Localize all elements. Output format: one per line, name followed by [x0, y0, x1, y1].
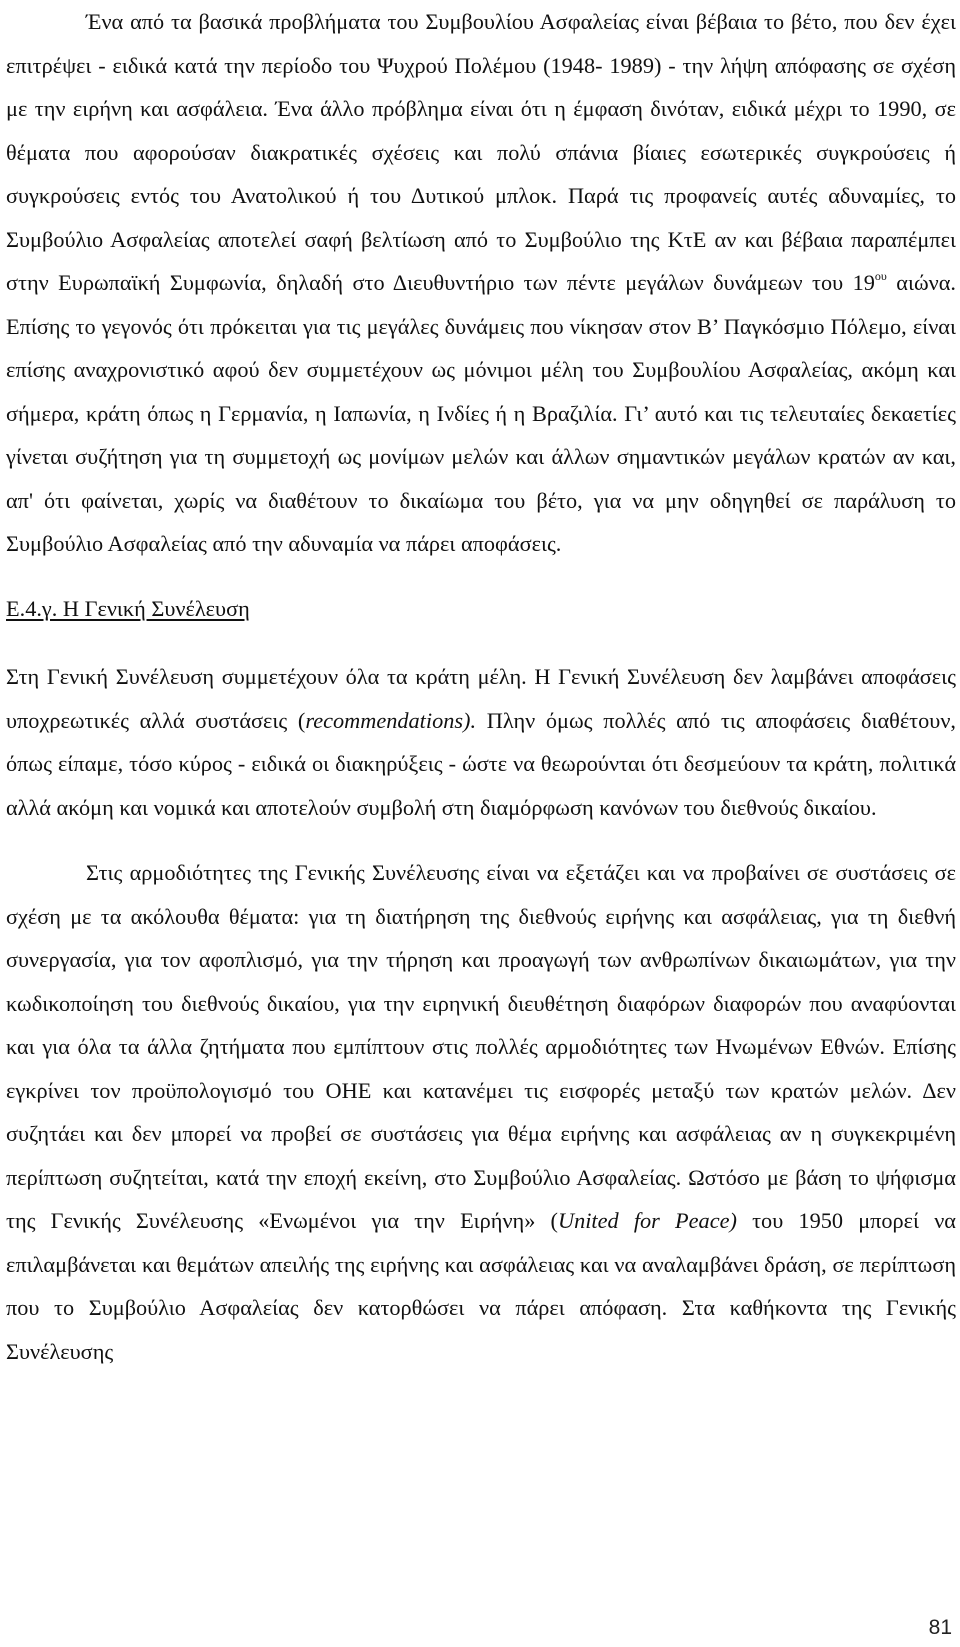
paragraph-security-council: [6, 0, 956, 566]
paragraph-text-continued: Πλην όμως πολλές από τις αποφάσεις διαθέτουν, όπως είπαμε, τόσο κύρος - ειδικά οι διακηρύξεις - ώστε να θεωρούνται ότι δεσμεύουν τα κράτη, πολιτικά αλλά ακόμη και νομικά και αποτελούν συμβολή στη διαμόρφωση κανόνων του διεθνούς δικαίου.: [6, 707, 956, 820]
section-heading-text: Ε.4.γ. Η Γενική Συνέλευση: [6, 595, 250, 621]
spacer: [6, 630, 956, 655]
paragraph-text: Στη Γενική Συνέλευση συμμετέχουν όλα τα κράτη μέλη. Η Γενική Συνέλευση δεν λαμβάνει αποφάσεις υποχρεωτικές αλλά συστάσεις (: [6, 664, 956, 733]
italic-term: recommendations).: [305, 707, 477, 733]
paragraph-text-continued: του 1950 μπορεί να επιλαμβάνεται και θεμάτων απειλής της ειρήνης και ασφάλειας και να αναλαμβάνει δράση, σε περίπτωση που το Συμβούλιο Ασφαλείας δεν κατορθώσει να πάρει απόφαση. Στα καθήκοντα της Γενικής Συνέλευσης: [6, 1208, 956, 1364]
page-number: 81: [928, 1616, 952, 1639]
paragraph-competences: [6, 851, 956, 1373]
paragraph-text: Στις αρμοδιότητες της Γενικής Συνέλευσης είναι να εξετάζει και να προβαίνει σε συστάσεις σε σχέση με τα ακόλουθα θέματα: για τη διατήρηση της διεθνούς ειρήνης και ασφάλειας, για τη διεθνή συνεργασία, για τον αφοπλισμό, για την τήρηση και προαγωγή των ανθρωπίνων δικαιωμάτων, για την κωδικοποίηση του διεθνούς δικαίου, για την ειρηνική διευθέτηση διαφόρων διαφορών που αναφύονται και για όλα τα άλλα ζητήματα που εμπίπτουν στις πολλές αρμοδιότητες των Ηνωμένων Εθνών. Επίσης εγκρίνει τον προϋπολογισμό του ΟΗΕ και κατανέμει τις εισφορές μεταξύ των κρατών μελών. Δεν συζητάει και δεν μπορεί να προβεί σε συστάσεις για θέμα ειρήνης και ασφάλειας αν η συγκεκριμένη περίπτωση συζητείται, κατά την εποχή εκείνη, στο Συμβούλιο Ασφαλείας. Ωστόσο με βάση το ψήφισμα της Γενικής Συνέλευσης «Ενωμένοι για την Ειρήνη» (: [6, 860, 956, 1233]
paragraph-general-assembly: [6, 655, 956, 829]
spacer: [6, 829, 956, 851]
paragraph-text: Ένα από τα βασικά προβλήματα του Συμβουλίου Ασφαλείας είναι βέβαια το βέτο, που δεν έχει επιτρέψει - ειδικά κατά την περίοδο του Ψυχρού Πολέμου (1948- 1989) - την λήψη απόφασης σε σχέση με την ειρήνη και ασφάλεια. Ένα άλλο πρόβλημα είναι ότι η έμφαση δινόταν, ειδικά μέχρι το 1990, σε θέματα που αφορούσαν διακρατικές σχέσεις και πολύ σπάνια βίαιες εσωτερικές συγκρούσεις ή συγκρούσεις εντός του Ανατολικού ή του Δυτικού μπλοκ. Παρά τις προφανείς αυτές αδυναμίες, το Συμβούλιο Ασφαλείας αποτελεί σαφή βελτίωση από το Συμβούλιο της ΚτΕ αν και βέβαια παραπέμπει στην Ευρωπαϊκή Συμφωνία, δηλαδή στο Διευθυντήριο των πέντε μεγάλων δυνάμεων του 19: [6, 9, 956, 295]
ordinal-superscript: ου: [874, 269, 887, 283]
section-heading: [6, 587, 956, 631]
italic-term: United for Peace): [557, 1208, 737, 1233]
paragraph-text-continued: αιώνα. Επίσης το γεγονός ότι πρόκειται για τις μεγάλες δυνάμεις που νίκησαν στον Β’ Παγκόσμιο Πόλεμο, είναι επίσης αναχρονιστικό αφού δεν συμμετέχουν ως μόνιμοι μέλη του Συμβουλίου Ασφαλείας, ακόμη και σήμερα, κράτη όπως η Γερμανία, η Ιαπωνία, η Ινδίες ή η Βραζιλία. Γι’ αυτό και τις τελευταίες δεκαετίες γίνεται συζήτηση για τη συμμετοχή ως μονίμων μελών και άλλων σημαντικών μεγάλων κρατών αν και, απ' ότι φαίνεται, χωρίς να διαθέτουν το δικαίωμα του βέτο, για να μην οδηγηθεί σε παράλυση το Συμβούλιο Ασφαλείας από την αδυναμία να πάρει αποφάσεις.: [6, 270, 956, 556]
spacer: [6, 566, 956, 587]
document-body: [6, 0, 956, 1373]
